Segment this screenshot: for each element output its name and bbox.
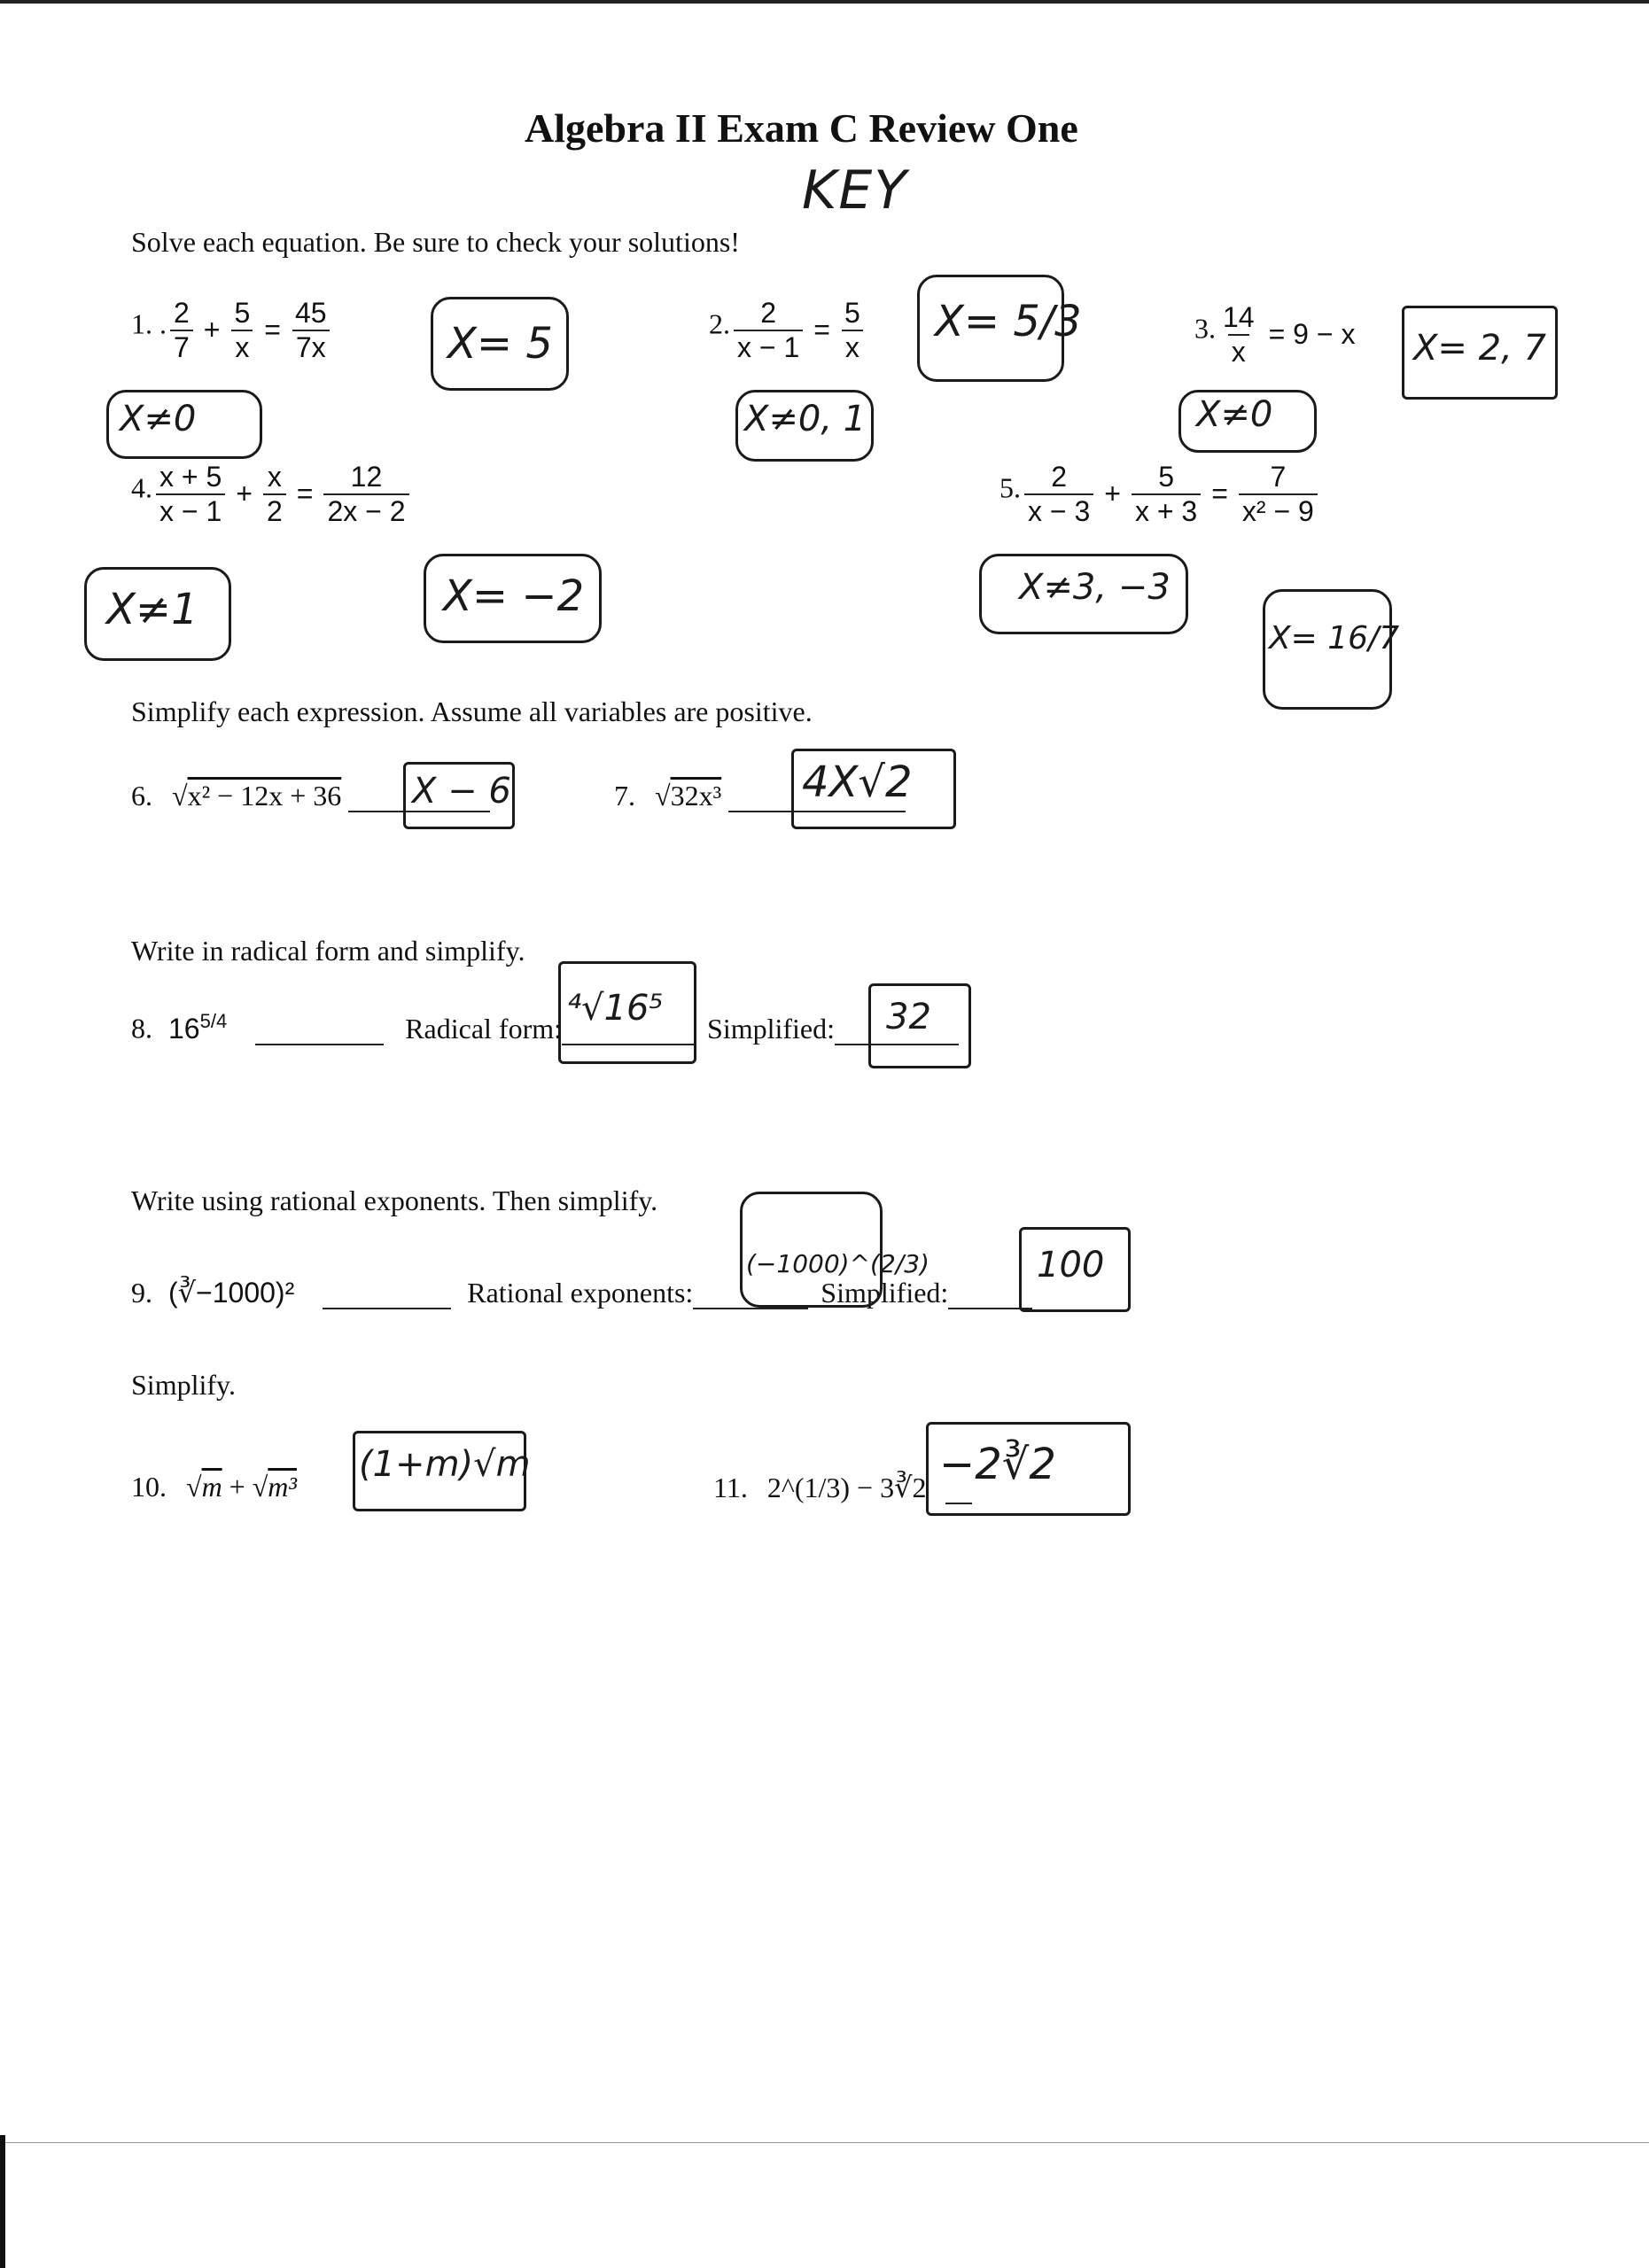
answer-3: X= 2, 7 (1413, 328, 1546, 369)
fraction (1024, 461, 1093, 528)
fraction (292, 297, 331, 364)
numerator: 2 (174, 297, 190, 329)
restriction-5: X≠3, −3 (1019, 567, 1171, 608)
fraction (1132, 461, 1201, 528)
rational-exponents-label: Rational exponents: (467, 1277, 694, 1309)
numerator: 5 (234, 297, 251, 329)
simplified-label: Simplified: (707, 1012, 836, 1045)
scan-border-left (0, 2135, 5, 2268)
problem-5 (1000, 461, 1318, 528)
radical-form-label: Radical form: (405, 1012, 563, 1045)
problem-3 (1194, 301, 1362, 369)
problem-number: 5. (1000, 471, 1021, 504)
rational-answer-line (693, 1308, 808, 1309)
operator: + (1104, 478, 1121, 510)
denominator: x² − 9 (1239, 493, 1318, 528)
expression: 2^(1/3) − 3∛2 (766, 1472, 927, 1503)
denominator: 7x (292, 330, 330, 364)
fraction (323, 461, 408, 528)
answer-1: X= 5 (447, 319, 553, 369)
numerator: x + 5 (159, 461, 222, 493)
numerator: 2 (1051, 461, 1068, 493)
numerator: 45 (294, 297, 327, 329)
fraction (263, 461, 286, 528)
fraction (841, 297, 864, 364)
radical-answer-8: ⁴√16⁵ (567, 988, 664, 1029)
sqrt-symbol: √ (186, 1471, 202, 1503)
instruction-rational-exponents: Write using rational exponents. Then simplify. (131, 1184, 658, 1216)
problem-number: 3. (1194, 312, 1216, 345)
numerator: 5 (844, 297, 860, 329)
answer-6: X − 6 (412, 771, 511, 812)
problem-4 (131, 461, 409, 528)
answer-5: X= 16/7 (1269, 620, 1400, 656)
problem-number: 10. (131, 1471, 167, 1503)
operator: = (1211, 478, 1228, 510)
radicand-a: m (201, 1471, 222, 1503)
denominator: x (231, 330, 253, 364)
restriction-1: X≠0 (120, 399, 197, 439)
denominator: 7 (170, 330, 193, 364)
problem-number: 8. (131, 1012, 152, 1045)
answer-11: −2∛2 (939, 1440, 1056, 1489)
fraction (1239, 461, 1318, 528)
problem-2 (709, 297, 864, 364)
restriction-4: X≠1 (106, 585, 198, 634)
problem-number: 2. (709, 307, 730, 340)
exponent: 5/4 (199, 1010, 228, 1032)
numerator: 7 (1270, 461, 1287, 493)
instruction-simplify: Simplify. (131, 1369, 236, 1401)
key-annotation: KEY (802, 159, 908, 221)
problem-number: 1. . (131, 307, 167, 340)
problem-9 (131, 1276, 1032, 1309)
base: 16 (168, 1012, 200, 1045)
simplified-answer-8: 32 (886, 997, 931, 1037)
problem-number: 9. (131, 1277, 152, 1309)
right-hand-side: = 9 − x (1268, 318, 1356, 351)
instruction-radical-form: Write in radical form and simplify. (131, 935, 525, 967)
denominator: x (842, 330, 863, 364)
operator: = (264, 314, 281, 346)
problem-10 (131, 1471, 297, 1503)
scan-border-top (0, 0, 1649, 4)
denominator: x − 1 (734, 330, 803, 364)
denominator: x + 3 (1132, 493, 1201, 528)
instruction-solve: Solve each equation. Be sure to check your solutions! (131, 226, 740, 258)
denominator: 2x − 2 (323, 493, 408, 528)
page-title: Algebra II Exam C Review One (525, 105, 1078, 151)
problem-number: 7. (614, 780, 635, 812)
restriction-3: X≠0 (1196, 394, 1273, 435)
fraction (230, 297, 253, 364)
simplified-label: Simplified: (821, 1277, 949, 1309)
fraction (1219, 301, 1258, 369)
sqrt-symbol: √ (172, 780, 188, 812)
numerator: 14 (1223, 301, 1255, 333)
problem-8 (131, 1010, 959, 1045)
operator: = (296, 478, 314, 510)
answer-4: X= −2 (443, 571, 585, 621)
denominator: x (1228, 334, 1249, 369)
blank-line (255, 1044, 384, 1045)
fraction (734, 297, 803, 364)
restriction-2: X≠0, 1 (744, 399, 867, 439)
numerator: x (267, 461, 282, 493)
operator: + (236, 478, 253, 510)
sqrt-symbol: √ (252, 1471, 268, 1503)
denominator: 2 (263, 493, 286, 528)
numerator: 5 (1158, 461, 1174, 493)
answer-10: (1+m)√m (359, 1444, 531, 1485)
problem-number: 11. (713, 1472, 748, 1503)
problem-1 (131, 297, 331, 364)
numerator: 12 (350, 461, 383, 493)
problem-number: 6. (131, 780, 152, 812)
denominator: x − 1 (156, 493, 225, 528)
simplified-answer-9: 100 (1037, 1245, 1105, 1285)
sqrt-symbol: √ (655, 780, 671, 812)
radicand: x² − 12x + 36 (187, 780, 342, 812)
blank-line (323, 1308, 451, 1309)
radicand: 32x³ (670, 780, 722, 812)
expression: (∛−1000)² (168, 1277, 295, 1309)
fraction (170, 297, 193, 364)
denominator: x − 3 (1024, 493, 1093, 528)
answer-2: X= 5/3 (935, 297, 1082, 346)
operator: = (813, 314, 830, 346)
fraction (156, 461, 225, 528)
numerator: 2 (760, 297, 777, 329)
rational-answer-9: (−1000)^(2/3) (746, 1249, 930, 1278)
radicand-b: m³ (268, 1471, 297, 1503)
plus-operator: + (229, 1471, 245, 1503)
operator: + (203, 314, 221, 346)
scan-edge-line (0, 2142, 1649, 2143)
instruction-simplify-expression: Simplify each expression. Assume all variables are positive. (131, 695, 813, 727)
problem-number: 4. (131, 471, 152, 504)
answer-7: 4X√2 (802, 757, 913, 807)
